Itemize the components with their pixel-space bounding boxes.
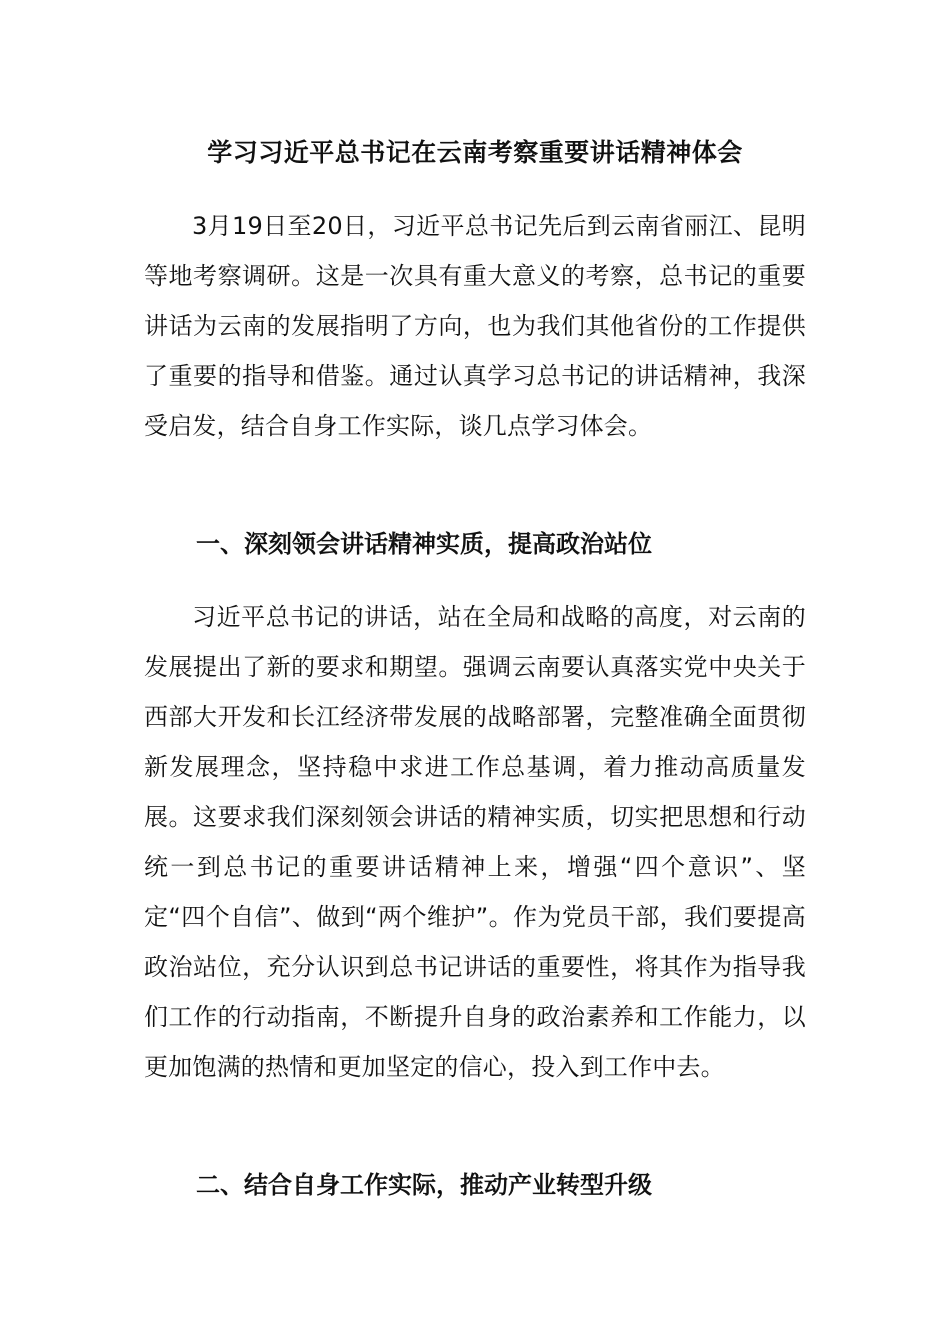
document-title: 学习习近平总书记在云南考察重要讲话精神体会 xyxy=(207,138,743,167)
section-2-heading: 二、结合自身工作实际，推动产业转型升级 xyxy=(196,1171,652,1199)
intro-paragraph: 3月19日至20日，习近平总书记先后到云南省丽江、昆明等地考察调研。这是一次具有重大意义的考察，总书记的重要讲话为云南的发展指明了方向，也为我们其他省份的工作提供了重要的指导和借鉴。通过认真学习总书记的讲话精神，我深受启发，结合自身工作实际，谈几点学习体会。 xyxy=(144,212,806,440)
section-1-heading: 一、深刻领会讲话精神实质，提高政治站位 xyxy=(196,530,652,558)
section-1-paragraph: 习近平总书记的讲话，站在全局和战略的高度，对云南的发展提出了新的要求和期望。强调云南要认真落实党中央关于西部大开发和长江经济带发展的战略部署，完整准确全面贯彻新发展理念，坚持稳中求进工作总基调，着力推动高质量发展。这要求我们深刻领会讲话的精神实质，切实把思想和行动统一到总书记的重要讲话精神上来，增强“四个意识”、坚定“四个自信”、做到“两个维护”。作为党员干部，我们要提高政治站位，充分认识到总书记讲话的重要性，将其作为指导我们工作的行动指南，不断提升自身的政治素养和工作能力，以更加饱满的热情和更加坚定的信心，投入到工作中去。 xyxy=(144,603,806,1081)
